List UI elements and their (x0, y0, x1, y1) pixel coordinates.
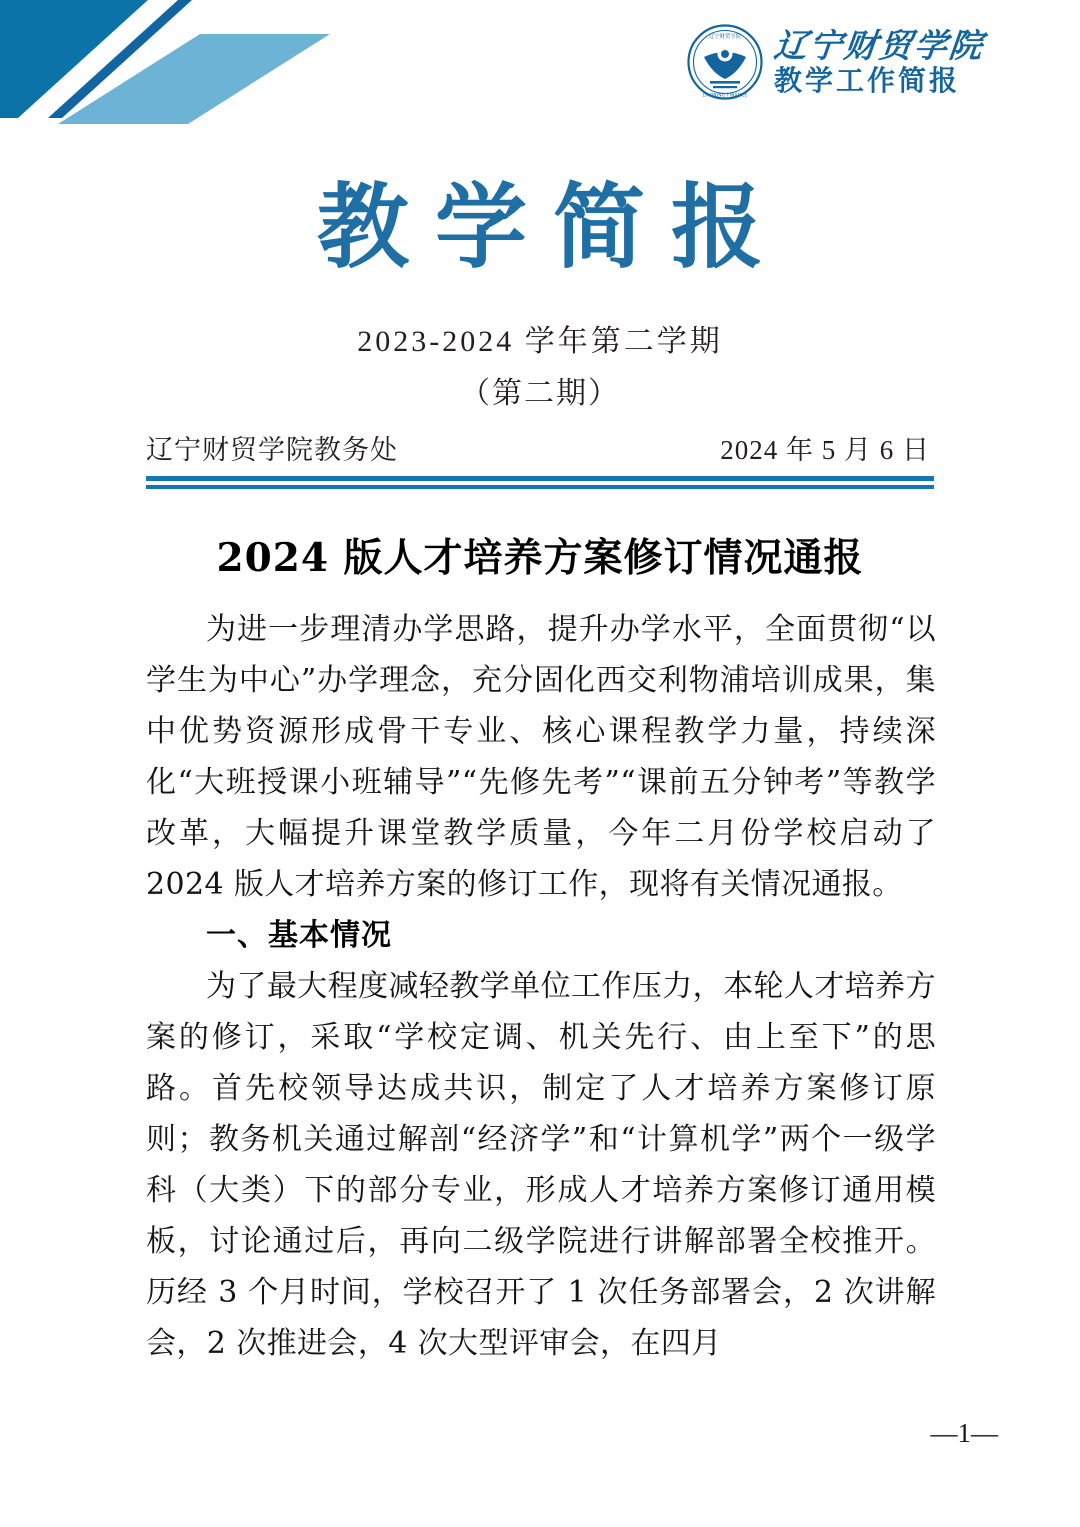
svg-text:LIAONING FINANCE: LIAONING FINANCE (702, 92, 748, 98)
bulletin-issue-number: （第二期） (460, 377, 620, 410)
page-number: —1— (930, 1418, 998, 1448)
publication-date: 2024 年 5 月 6 日 (720, 435, 930, 465)
diagonal-ribbon-decoration (0, 0, 400, 128)
divider-rule-thin (146, 485, 934, 489)
college-seal-icon (686, 23, 764, 101)
article-title: 2024 版人才培养方案修订情况通报 (216, 535, 864, 581)
svg-text:辽宁财贸学院: 辽宁财贸学院 (708, 34, 742, 40)
college-brand-logo (686, 14, 986, 110)
bulletin-academic-term: 2023-2024 学年第二学期 (357, 325, 723, 358)
article-paragraph: 为了最大程度减轻教学单位工作压力，本轮人才培养方案的修订，采取“学校定调、机关先行、由上至下”的思路。首先校领导达成共识，制定了人才培养方案修订原则；教务机关通过解剖“经济学”和“计算机学”两个一级学科（大类）下的部分专业，形成人才培养方案修订通用模板，讨论通过后，再向二级学院进行讲解部署全校推开。历经 3 个月时间，学校召开了 1 次任务部署会，2 次讲解会，2 次推进会，4 次大型评审会，在四月 (146, 969, 936, 1361)
brand-publication-name: 教学工作简报 (774, 63, 961, 97)
issuer-row (146, 428, 934, 467)
article-paragraph: 为进一步理清办学思路，提升办学水平，全面贯彻“以学生为中心”办学理念，充分固化西交利物浦培训成果，集中优势资源形成骨干专业、核心课程教学力量，持续深化“大班授课小班辅导”“先修先考”“课前五分钟考”等教学改革，大幅提升课堂教学质量，今年二月份学校启动了 2024 版人才培养方案的修订工作，现将有关情况通报。 (146, 612, 936, 902)
brand-institution-name: 辽宁财贸学院 (772, 25, 987, 65)
article-section-heading: 一、基本情况 (206, 918, 392, 953)
article-body (146, 604, 936, 1369)
issuing-department: 辽宁财贸学院教务处 (146, 435, 398, 465)
masthead (0, 0, 1080, 128)
header-divider-rules (146, 476, 934, 489)
bulletin-main-title: 教学简报 (316, 173, 789, 281)
